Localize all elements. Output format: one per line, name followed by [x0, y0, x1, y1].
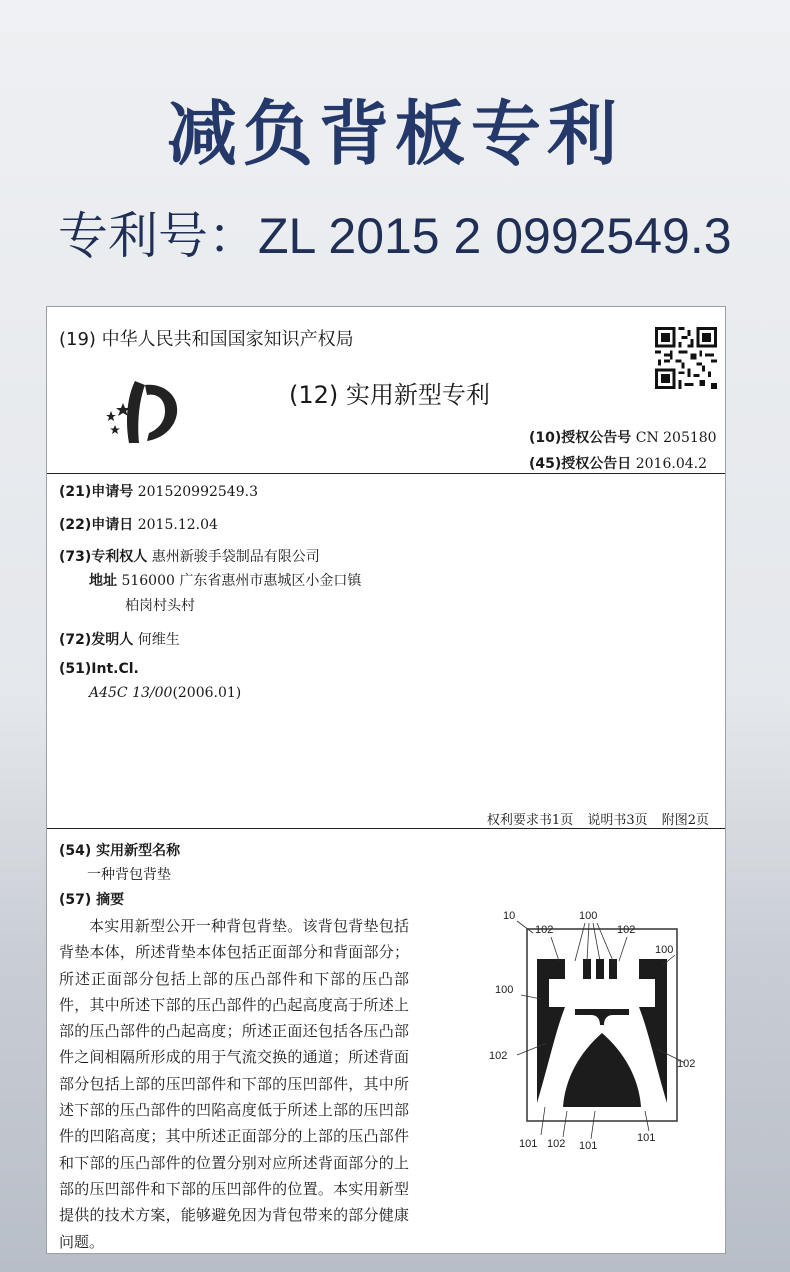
label-102-right: 102: [677, 1058, 696, 1070]
page-title: 减负背板专利: [167, 93, 623, 175]
body-divider: [47, 828, 725, 829]
application-date-value: 2015.12.04: [137, 517, 218, 533]
diagram-pad-right: [639, 959, 667, 1103]
int-cl: [59, 661, 139, 677]
inventor: [59, 629, 180, 649]
publication-number: [529, 427, 717, 447]
inventor-value: 何维生: [137, 632, 180, 648]
publication-number-value: CN 205180: [635, 430, 717, 446]
application-date-label: (22)申请日: [59, 517, 134, 533]
diagram-pad-bottom: [563, 1033, 641, 1107]
address-line2: 柏岗村头村: [125, 598, 195, 614]
qr-code-icon: [655, 327, 717, 389]
header-divider: [47, 473, 725, 474]
diagram-pad-left: [537, 959, 565, 1103]
diagram-pad-top-3: [609, 959, 617, 979]
label-100-top: 100: [579, 910, 598, 922]
diagram-pad-top-2: [596, 959, 604, 979]
int-cl-classification: [89, 685, 241, 701]
application-number-value: 201520992549.3: [137, 484, 258, 500]
label-102-a: 102: [535, 924, 554, 936]
address-label: 地址: [89, 573, 117, 589]
address-value: 516000 广东省惠州市惠城区小金口镇: [121, 573, 362, 589]
diagram-pad-middle: [575, 1009, 629, 1025]
backpad-diagram: [487, 903, 717, 1153]
patentee: [59, 546, 320, 566]
patentee-value: 惠州新骏手袋制品有限公司: [151, 549, 320, 565]
label-100-left: 100: [495, 984, 514, 996]
page-count-info: 权利要求书1页 说明书3页 附图2页: [486, 813, 709, 828]
diagram-pad-top-1: [583, 959, 591, 979]
int-cl-year: (2006.01): [172, 685, 242, 701]
label-10: 10: [503, 910, 516, 922]
address: [89, 570, 361, 590]
label-102-bottom: 102: [547, 1138, 566, 1150]
cnipa-emblem-icon: [99, 377, 185, 447]
document-type: (12) 实用新型专利: [289, 381, 490, 409]
publication-date-label: (45)授权公告日: [529, 456, 632, 472]
label-100-right: 100: [655, 944, 674, 956]
label-101-b: 101: [579, 1140, 598, 1152]
abstract-text: 本实用新型公开一种背包背垫。该背包背垫包括背垫本体，所述背垫本体包括正面部分和背面部分；所述正面部分包括上部的压凸部件和下部的压凸部件，其中所述下部的压凸部件的凸起高度高于所述上部的压凸部件的凸起高度；所述正面还包括各压凸部件之间相隔所形成的用于气流交换的通道；所述背面部分包括上部的压凹部件和下部的压凹部件，其中所述下部的压凸部件的凹陷高度低于所述上部的压凹部件的凹陷高度；其中所述正面部分的上部的压凸部件和下部的压凸部件的位置分别对应所述背面部分的上部的压凹部件和下部的压凹部件的位置。本实用新型提供的技术方案，能够避免因为背包带来的部分健康问题。: [59, 917, 409, 1251]
label-102-left: 102: [489, 1050, 508, 1062]
int-cl-label: (51)Int.Cl.: [59, 661, 139, 677]
patent-number-heading: 专利号：ZL 2015 2 0992549.3: [58, 208, 732, 264]
utility-name-label: (54) 实用新型名称: [59, 843, 181, 859]
publication-date-value: 2016.04.2: [635, 456, 707, 472]
int-cl-code: A45C 13/00: [89, 685, 173, 701]
patentee-label: (73)专利权人: [59, 549, 148, 565]
application-number: [59, 481, 258, 501]
publication-date: [529, 453, 707, 473]
application-date: [59, 514, 218, 534]
utility-name-value: 一种背包背垫: [87, 867, 171, 883]
inventor-label: (72)发明人: [59, 632, 134, 648]
publication-number-label: (10)授权公告号: [529, 430, 632, 446]
label-102-b: 102: [617, 924, 636, 936]
application-number-label: (21)申请号: [59, 484, 134, 500]
patent-document: [46, 306, 726, 1254]
label-101-a: 101: [519, 1138, 538, 1150]
label-101-c: 101: [637, 1132, 656, 1144]
abstract-label: (57) 摘要: [59, 892, 125, 908]
issuing-office: (19) 中华人民共和国国家知识产权局: [59, 329, 354, 350]
